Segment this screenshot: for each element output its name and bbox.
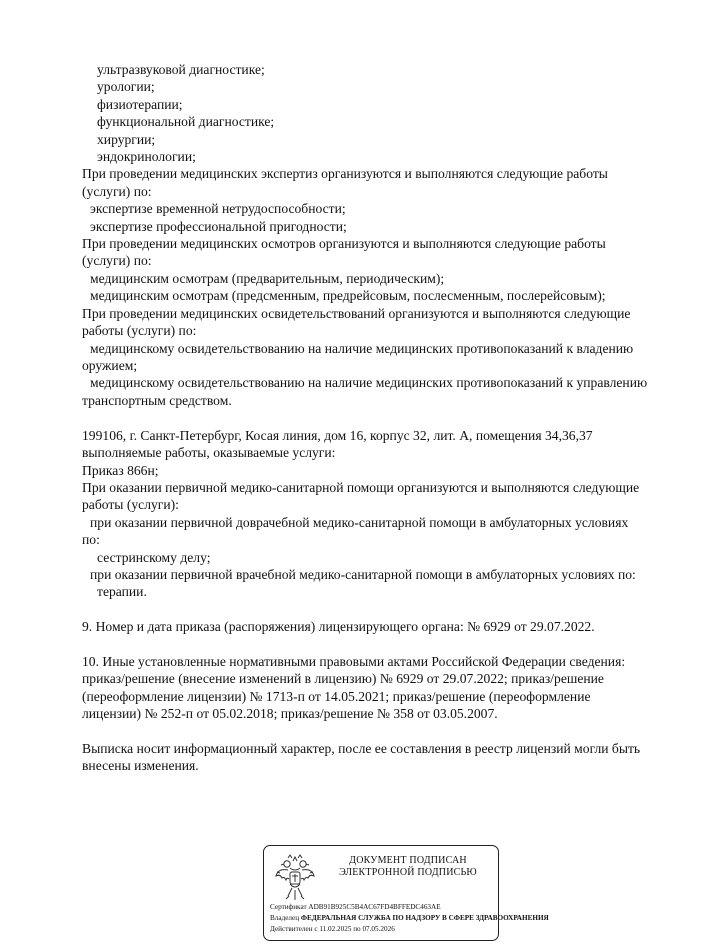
text-line: лицензии) № 252-п от 05.02.2018; приказ/решение № 358 от 03.05.2007. bbox=[82, 706, 498, 721]
double-headed-eagle-icon bbox=[274, 852, 316, 902]
text-line: при оказании первичной доврачебной медико-санитарной помощи в амбулаторных условиях bbox=[90, 515, 629, 530]
text-line: При оказании первичной медико-санитарной помощи организуются и выполняются следующие bbox=[82, 480, 640, 495]
owner-row bbox=[270, 914, 549, 923]
text-line: (услуги) по: bbox=[82, 184, 152, 199]
text-line: урологии; bbox=[97, 79, 155, 94]
text-line: терапии. bbox=[97, 584, 147, 599]
text-line: работы (услуги): bbox=[82, 497, 179, 512]
text-line: хирургии; bbox=[97, 132, 156, 147]
validity-row: Действителен с 11.02.2025 по 07.05.2026 bbox=[270, 925, 395, 933]
section-9-line: 9. Номер и дата приказа (распоряжения) лицензирующего органа: № 6929 от 29.07.2022. bbox=[82, 619, 595, 634]
text-line: медицинским осмотрам (предварительным, периодическим); bbox=[90, 271, 445, 286]
text-line: экспертизе временной нетрудоспособности; bbox=[90, 201, 346, 216]
text-line: (переоформление лицензии) № 1713-п от 14.05.2021; приказ/решение (переоформление bbox=[82, 689, 591, 704]
text-line: ультразвуковой диагностике; bbox=[97, 62, 265, 77]
owner-label: Владелец bbox=[270, 914, 300, 922]
text-line: сестринскому делу; bbox=[97, 550, 211, 565]
text-line: при оказании первичной врачебной медико-санитарной помощи в амбулаторных условиях по: bbox=[90, 567, 636, 582]
text-line: эндокринологии; bbox=[97, 149, 196, 164]
text-line: транспортным средством. bbox=[82, 393, 232, 408]
text-line: по: bbox=[82, 532, 100, 547]
certificate-label: Сертификат bbox=[270, 903, 307, 911]
stamp-title-line-2: ЭЛЕКТРОННОЙ ПОДПИСЬЮ bbox=[339, 867, 477, 878]
text-line: (услуги) по: bbox=[82, 253, 152, 268]
certificate-row bbox=[270, 903, 441, 912]
text-line: оружием; bbox=[82, 358, 138, 373]
certificate-value: ADB91B925C5B4AC67FD4BFFEDC463AE bbox=[308, 903, 441, 911]
disclaimer-line: Выписка носит информационный характер, после ее составления в реестр лицензий могли быть bbox=[82, 741, 641, 756]
address-line: 199106, г. Санкт-Петербург, Косая линия, дом 16, корпус 32, лит. А, помещения 34,36,37 bbox=[82, 428, 593, 443]
text-line: медицинскому освидетельствованию на наличие медицинских противопоказаний к владению bbox=[90, 341, 634, 356]
text-line: Приказ 866н; bbox=[82, 463, 159, 478]
disclaimer-line: внесены изменения. bbox=[82, 758, 199, 773]
text-line: При проведении медицинских экспертиз организуются и выполняются следующие работы bbox=[82, 166, 608, 181]
text-line: При проведении медицинских освидетельствований организуются и выполняются следующие bbox=[82, 306, 631, 321]
section-10-line: 10. Иные установленные нормативными правовыми актами Российской Федерации сведения: bbox=[82, 654, 626, 669]
owner-value: ФЕДЕРАЛЬНАЯ СЛУЖБА ПО НАДЗОРУ В СФЕРЕ ЗДРАВООХРАНЕНИЯ bbox=[300, 914, 549, 922]
text-line: При проведении медицинских осмотров организуются и выполняются следующие работы bbox=[82, 236, 606, 251]
text-line: медицинскому освидетельствованию на наличие медицинских противопоказаний к управлению bbox=[90, 375, 648, 390]
text-line: функциональной диагностике; bbox=[97, 114, 275, 129]
text-line: экспертизе профессиональной пригодности; bbox=[90, 219, 347, 234]
electronic-signature-stamp bbox=[263, 845, 549, 941]
text-line: выполняемые работы, оказываемые услуги: bbox=[82, 445, 336, 460]
text-line: медицинским осмотрам (предсменным, предрейсовым, послесменным, послерейсовым); bbox=[90, 288, 606, 303]
text-line: физиотерапии; bbox=[97, 97, 183, 112]
stamp-title-line-1: ДОКУМЕНТ ПОДПИСАН bbox=[349, 855, 467, 866]
text-line: приказ/решение (внесение изменений в лицензию) № 6929 от 29.07.2022; приказ/решение bbox=[82, 671, 604, 686]
text-line: работы (услуги) по: bbox=[82, 323, 197, 338]
